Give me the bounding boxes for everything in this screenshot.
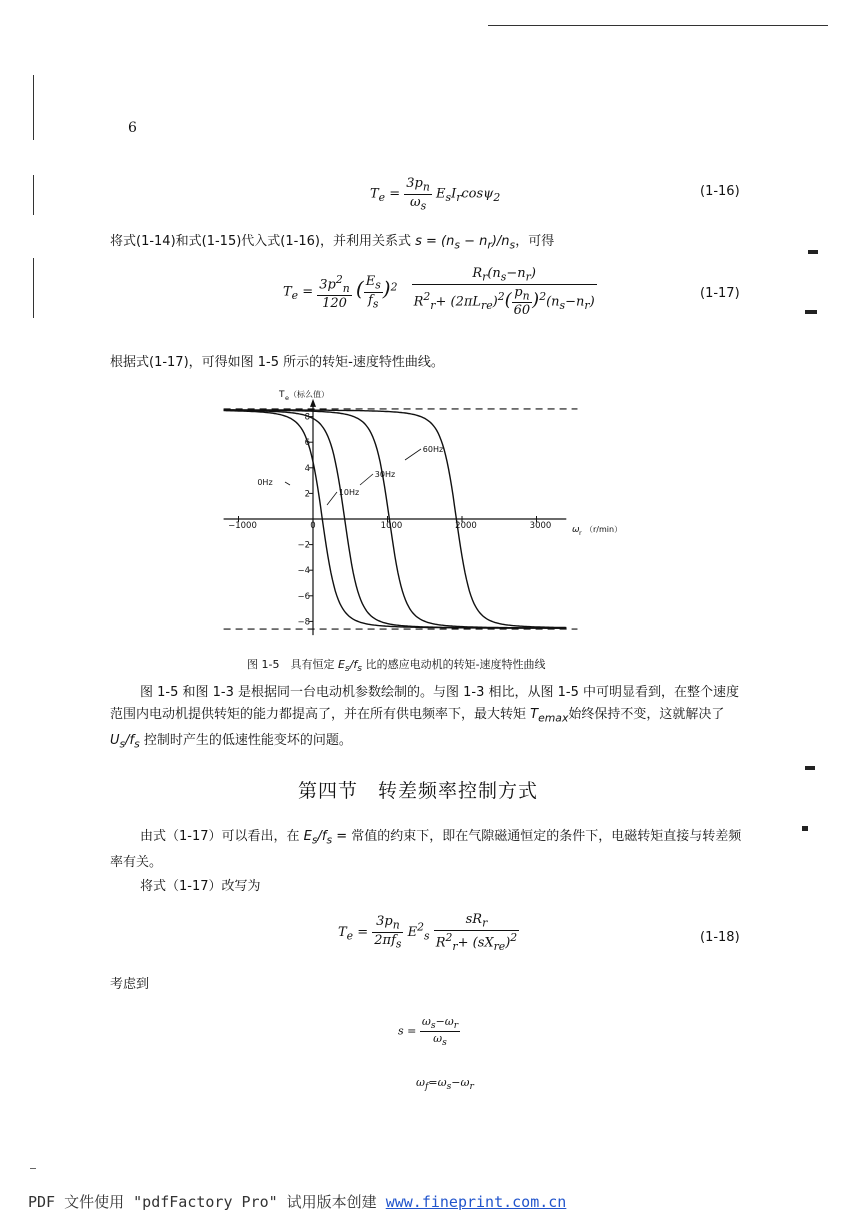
equation-number: (1-17) [700,286,740,301]
paragraph: 由式（1-17）可以看出，在 $E_s/f_s$ = 常值的约束下，即在气隙磁通恒定的条件下，电磁转矩直接与转差频率有关。 [110,829,742,870]
y-axis-label: T [279,390,285,400]
equation-1-18: $T_e$ = $\frac{3p_n}{2\pi f_s}$ $E^2_s$ $\frac{sR_r}{R^2_r+ (sX_{re})^2}$ [338,912,518,953]
equation-1-16: $T_e$ = $\frac{3p_n}{\omega_s}$ $E_sI_r\cos\psi_2$ [370,176,501,213]
y-tick-label: −6 [297,591,310,602]
y-tick-label: 6 [304,438,310,449]
series-leader [327,492,337,505]
y-tick-label: −4 [297,566,310,577]
y-axis-label-paren: （标么值） [289,390,329,399]
y-axis-arrow [310,399,316,407]
left-edge-line [33,258,34,318]
paragraph: 将式（1-17）改写为 [140,879,261,894]
scan-mark [805,766,815,770]
x-tick-label: 3000 [529,521,552,531]
equation-slip-frequency: $\omega_f=\omega_s-\omega_r$ [416,1076,474,1093]
paragraph: 根据式(1-17)，可得如图 1-5 所示的转矩-速度特性曲线。 [110,355,444,370]
figure-caption: 图 1-5 具有恒定 $E_s/f_s$ 比的感应电动机的转矩-速度特性曲线 [247,658,546,675]
x-tick-label: 1000 [380,521,403,531]
x-axis-label-unit: （r/min） [585,525,623,534]
x-axis-label: ω [572,525,580,535]
x-tick-label: 0 [310,521,316,531]
y-tick-label: 4 [304,463,310,474]
series-label: 10Hz [338,488,360,497]
left-edge-line [33,175,34,215]
equation-number: (1-16) [700,184,740,199]
torque-speed-chart [215,385,655,645]
series-leader [360,474,373,485]
top-rule [488,25,828,26]
y-tick-label: 2 [304,489,310,500]
series-leader [405,449,421,460]
equation-slip: s = $\frac{\omega_s-\omega_r}{\omega_s}$ [398,1015,459,1049]
y-tick-label: 8 [304,412,310,423]
series-label: 60Hz [422,445,444,454]
y-tick-label: −8 [297,617,310,628]
scan-mark [30,1168,36,1169]
x-tick-label: −1000 [228,521,257,531]
series-label: 0Hz [257,478,273,487]
paragraph: 考虑到 [110,977,150,992]
page-number: 6 [128,120,137,136]
series-leader [285,482,290,485]
y-axis-label-sub: e [285,394,289,402]
scan-mark [808,250,818,254]
equation-number: (1-18) [700,930,740,945]
paragraph: 图 1-5 和图 1-3 是根据同一台电动机参数绘制的。与图 1-3 相比，从图 1-5 中可明显看到，在整个速度范围内电动机提供转矩的能力都提高了，并在所有供电频率下，最大转矩 $T_{emax}$始终保持不变，这就解决了 $U_s/f_s$ 控制时产生的低速性能变坏的问题。 [110,685,739,751]
scan-mark [802,826,808,831]
x-axis-label-sub: r [579,529,582,537]
pdf-footer: PDF 文件使用 "pdfFactory Pro" 试用版本创建 www.fineprint.com.cn [28,1193,567,1211]
section-title: 第四节 转差频率控制方式 [298,780,539,802]
left-edge-line [33,75,34,140]
series-label: 30Hz [374,470,396,479]
x-tick-label: 2000 [455,521,477,531]
equation-1-17: $T_e$ = $\frac{3p^2_n}{120}$ ( $\frac{E_s}{f_s}$ )$^2$ $R_r(n_s-n_r)$ $R^2_r+ (2\pi L_{re})^2$( $\frac{p_n}{60}$ )$^2(n_s-n_r)$ [283,266,595,319]
paragraph: 将式(1-14)和式(1-15)代入式(1-16)，并利用关系式 $s = (n_s - n_r)/n_s$，可得 [110,234,555,252]
scan-mark [805,310,817,314]
y-tick-label: −2 [297,540,310,551]
footer-link[interactable]: www.fineprint.com.cn [385,1193,567,1211]
